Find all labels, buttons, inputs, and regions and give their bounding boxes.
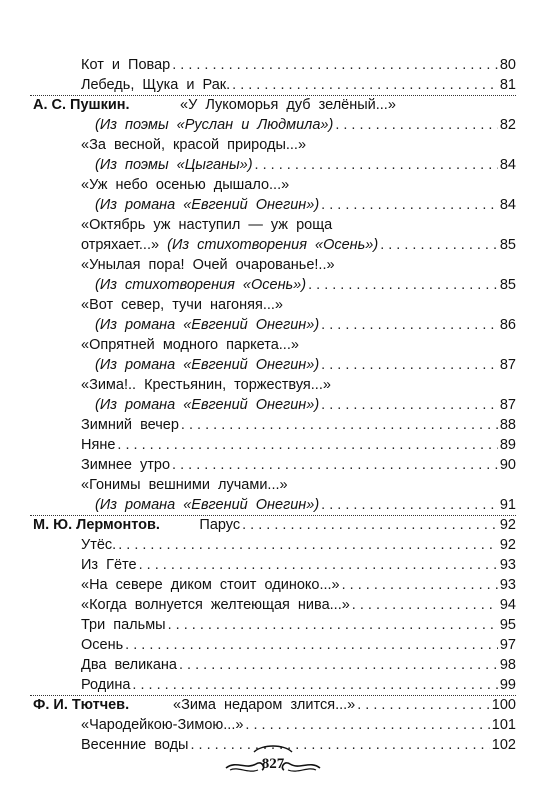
- entry-title: «На севере диком стоит одиноко...»: [81, 577, 340, 593]
- entry-title: «Уж небо осенью дышало...»: [81, 177, 290, 193]
- author-name: А. С. Пушкин.: [33, 97, 130, 113]
- page-number: 827: [261, 756, 285, 772]
- entry-source: (Из стихотворения «Осень»): [159, 237, 379, 253]
- entry-title: Осень: [81, 637, 124, 653]
- entry-page-number: 100: [491, 697, 516, 713]
- toc-entry-line: [0, 455, 546, 475]
- toc-entry-line: [0, 515, 546, 535]
- entry-title: Лебедь, Щука и Рак.: [81, 77, 231, 93]
- entry-title: (Из романа «Евгений Онегин»): [95, 497, 320, 513]
- dot-leader: [245, 715, 489, 735]
- dot-leader: [352, 595, 498, 615]
- dot-leader: [321, 315, 498, 335]
- toc-entry-line: [0, 175, 546, 195]
- entry-page-number: 98: [499, 657, 516, 673]
- dot-leader: [321, 395, 498, 415]
- entry-title: (Из романа «Евгений Онегин»): [95, 397, 320, 413]
- toc-entry-line: [0, 355, 546, 375]
- dot-leader: [321, 355, 498, 375]
- entry-page-number: 92: [499, 517, 516, 533]
- entry-page-number: 82: [499, 117, 516, 133]
- entry-page-number: 93: [499, 557, 516, 573]
- entry-title: «Унылая пора! Очей очарованье!..»: [81, 257, 335, 273]
- toc-entry-line: [0, 635, 546, 655]
- dot-leader: [179, 655, 498, 675]
- entry-page-number: 92: [499, 537, 516, 553]
- dot-leader: [335, 115, 498, 135]
- dot-leader: [139, 555, 498, 575]
- toc-entry-line: [0, 595, 546, 615]
- toc-entry-line: [0, 675, 546, 695]
- entry-page-number: 102: [491, 737, 516, 753]
- page-footer: [0, 740, 546, 780]
- entry-title: (Из романа «Евгений Онегин»): [95, 317, 320, 333]
- toc-entry-line: [0, 375, 546, 395]
- dot-leader: [118, 535, 498, 555]
- entry-page-number: 88: [499, 417, 516, 433]
- dot-leader: [181, 415, 498, 435]
- entry-title: (Из романа «Евгений Онегин»): [95, 357, 320, 373]
- entry-page-number: 81: [499, 77, 516, 93]
- entry-title: «За весной, красой природы...»: [81, 137, 307, 153]
- dot-leader: [117, 435, 497, 455]
- dot-leader: [168, 615, 498, 635]
- dot-leader: [242, 515, 498, 535]
- entry-title: «Опрятней модного паркета...»: [81, 337, 299, 353]
- entry-title: «Октябрь уж наступил — уж роща: [81, 217, 333, 233]
- toc-entry-line: [0, 295, 546, 315]
- entry-title: (Из поэмы «Цыганы»): [95, 157, 253, 173]
- dot-leader: [357, 695, 490, 715]
- toc-entry-line: [0, 75, 546, 95]
- toc-entry-line: [0, 555, 546, 575]
- entry-title: «Зима недаром злится...»: [173, 697, 356, 713]
- entry-page-number: 85: [499, 237, 516, 253]
- toc-entry-line: [0, 695, 546, 715]
- entry-page-number: 94: [499, 597, 516, 613]
- toc-entry-line: [0, 615, 546, 635]
- dot-leader: [255, 155, 498, 175]
- toc-entry-line: [0, 155, 546, 175]
- toc-entry-line: [0, 535, 546, 555]
- entry-page-number: 86: [499, 317, 516, 333]
- entry-title: «У Лукоморья дуб зелёный...»: [180, 97, 396, 113]
- dot-leader: [232, 75, 498, 95]
- toc-entry-line: [0, 415, 546, 435]
- entry-page-number: 85: [499, 277, 516, 293]
- entry-title: Из Гёте: [81, 557, 137, 573]
- entry-title: отряхает...»: [81, 237, 160, 253]
- toc-entry-line: [0, 115, 546, 135]
- author-name: М. Ю. Лермонтов.: [33, 517, 160, 533]
- toc-entry-line: [0, 135, 546, 155]
- entry-title: Зимний вечер: [81, 417, 179, 433]
- toc-entry-line: [0, 575, 546, 595]
- entry-page-number: 80: [499, 57, 516, 73]
- entry-title: Кот и Повар: [81, 57, 171, 73]
- entry-title: «Когда волнуется желтеющая нива...»: [81, 597, 350, 613]
- entry-page-number: 97: [499, 637, 516, 653]
- toc-entry-line: [0, 475, 546, 495]
- entry-title: Зимнее утро: [81, 457, 171, 473]
- dot-leader: [342, 575, 498, 595]
- toc-entry-line: [0, 275, 546, 295]
- entry-title: Родина: [81, 677, 131, 693]
- dot-leader: [172, 455, 498, 475]
- entry-title: Два великана: [81, 657, 177, 673]
- dot-leader: [132, 675, 497, 695]
- entry-page-number: 84: [499, 197, 516, 213]
- entry-title: «Зима!.. Крестьянин, торжествуя...»: [81, 377, 331, 393]
- toc-entry-line: [0, 395, 546, 415]
- entry-page-number: 87: [499, 397, 516, 413]
- entry-page-number: 93: [499, 577, 516, 593]
- table-of-contents: [0, 55, 546, 755]
- entry-page-number: 95: [499, 617, 516, 633]
- dot-leader: [380, 235, 498, 255]
- toc-entry-line: [0, 495, 546, 515]
- entry-page-number: 99: [499, 677, 516, 693]
- toc-entry-line: [0, 715, 546, 735]
- entry-title: Весенние воды: [81, 737, 189, 753]
- entry-title: «Вот север, тучи нагоняя...»: [81, 297, 283, 313]
- entry-title: «Чародейкою-Зимою...»: [81, 717, 244, 733]
- toc-entry-line: [0, 335, 546, 355]
- entry-title: Три пальмы: [81, 617, 166, 633]
- toc-entry-line: [0, 195, 546, 215]
- toc-entry-line: [0, 55, 546, 75]
- author-name: Ф. И. Тютчев.: [33, 697, 130, 713]
- toc-entry-line: [0, 95, 546, 115]
- toc-entry-line: [0, 315, 546, 335]
- entry-title: (Из стихотворения «Осень»): [95, 277, 307, 293]
- entry-page-number: 101: [491, 717, 516, 733]
- entry-page-number: 90: [499, 457, 516, 473]
- entry-title: Няне: [81, 437, 116, 453]
- dot-leader: [172, 55, 498, 75]
- entry-page-number: 89: [499, 437, 516, 453]
- dot-leader: [125, 635, 498, 655]
- entry-page-number: 87: [499, 357, 516, 373]
- entry-title: (Из поэмы «Руслан и Людмила»): [95, 117, 334, 133]
- entry-page-number: 91: [499, 497, 516, 513]
- dot-leader: [321, 195, 498, 215]
- toc-entry-line: [0, 215, 546, 235]
- toc-entry-line: [0, 435, 546, 455]
- entry-title: Утёс.: [81, 537, 117, 553]
- toc-entry-line: [0, 235, 546, 255]
- entry-title: «Гонимы вешними лучами...»: [81, 477, 288, 493]
- toc-entry-line: [0, 655, 546, 675]
- entry-title: (Из романа «Евгений Онегин»): [95, 197, 320, 213]
- toc-entry-line: [0, 255, 546, 275]
- dot-leader: [321, 495, 498, 515]
- entry-page-number: 84: [499, 157, 516, 173]
- dot-leader: [308, 275, 498, 295]
- entry-title: Парус: [199, 517, 241, 533]
